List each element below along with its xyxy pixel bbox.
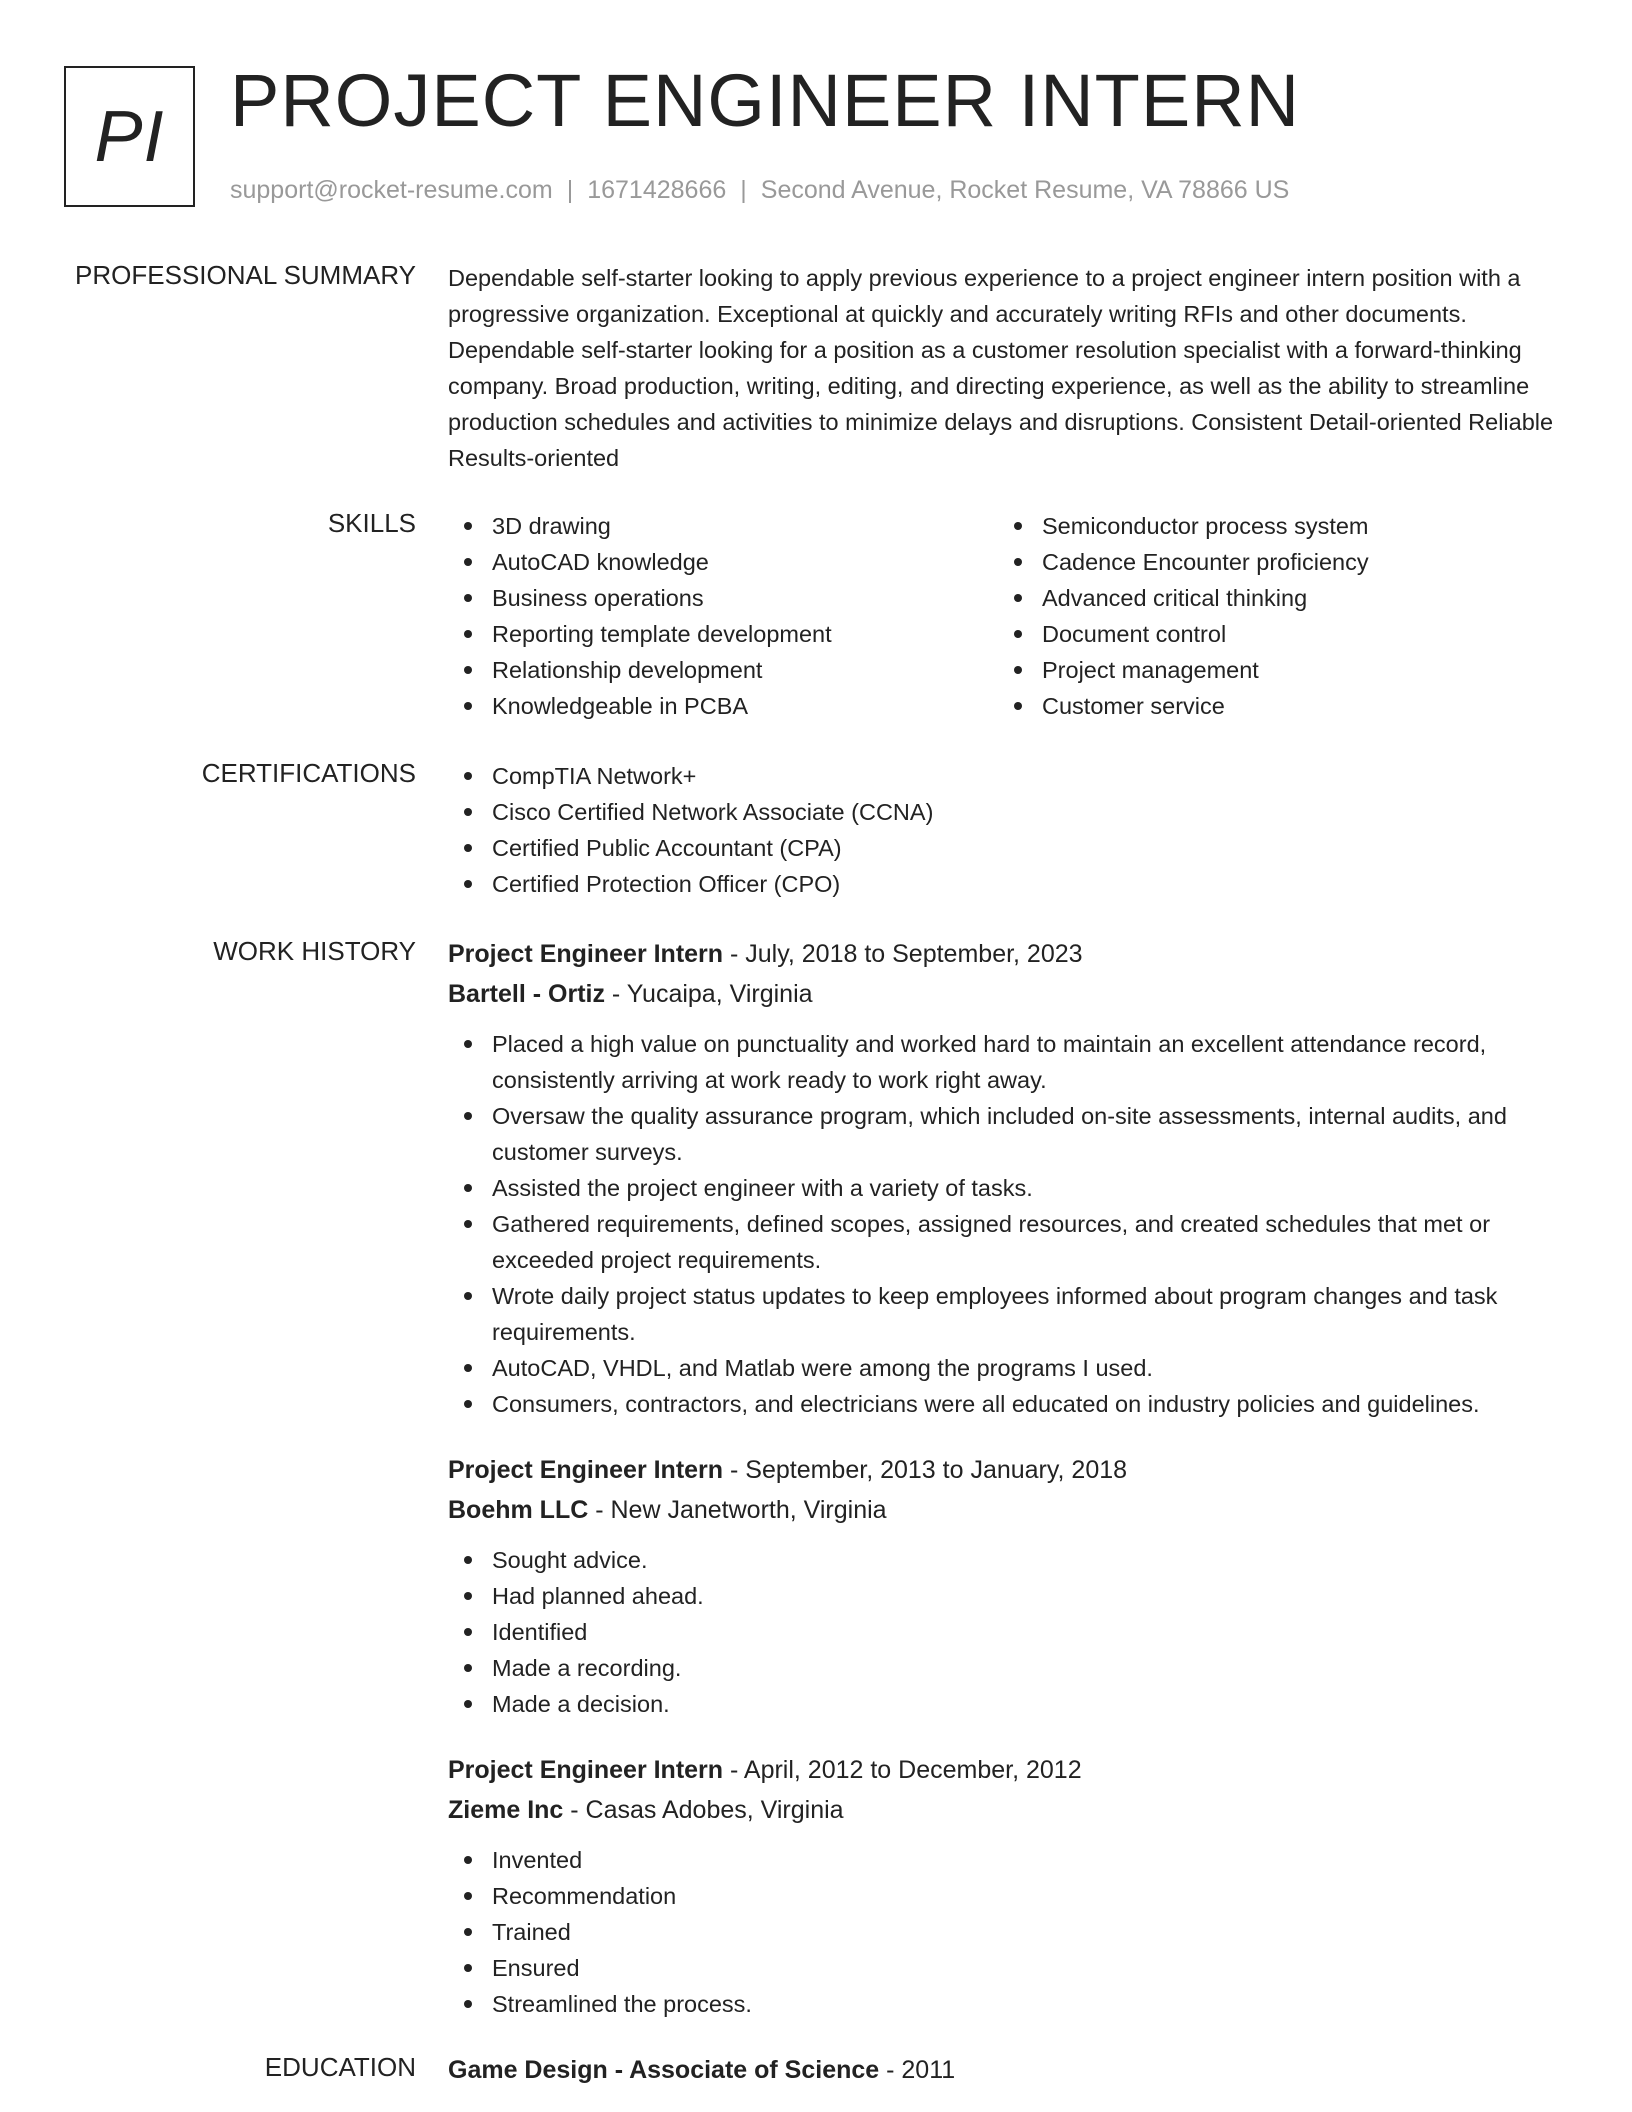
bullet-icon: [464, 1364, 472, 1372]
job-location: - Yucaipa, Virginia: [604, 980, 813, 1008]
job-entry: [448, 1750, 1568, 2022]
section-label-work-history: WORK HISTORY: [213, 936, 416, 966]
bullet-icon: [464, 1400, 472, 1408]
bullet-icon: [464, 1892, 472, 1900]
contact-separator: |: [740, 176, 747, 204]
bullet-icon: [464, 1220, 472, 1228]
job-location: - New Janetworth, Virginia: [588, 1496, 887, 1524]
education-body: [448, 2050, 1568, 2090]
job-title: Project Engineer Intern: [448, 1456, 724, 1484]
bullet-icon: [464, 1592, 472, 1600]
list-item: Relationship development: [448, 652, 998, 688]
list-item: Certified Public Accountant (CPA): [448, 830, 1568, 866]
skills-list-right: [998, 508, 1548, 724]
bullet-icon: [464, 772, 472, 780]
list-item: Business operations: [448, 580, 998, 616]
bullet-icon: [464, 1040, 472, 1048]
list-item: Reporting template development: [448, 616, 998, 652]
list-item: Gathered requirements, defined scopes, assigned resources, and created schedules that met or exceeded project requirements.: [448, 1206, 1568, 1278]
bullet-icon: [464, 844, 472, 852]
summary-text: Dependable self-starter looking to apply previous experience to a project engineer intern position with a progressive organization. Exceptional at quickly and accurately writing RFIs and other documents. Dependable self-starter looking for a position as a customer resolution specialist with a forward-thinking company. Broad production, writing, editing, and directing experience, as well as the ability to streamline production schedules and activities to minimize delays and disruptions. Consistent Detail-oriented Reliable Results-oriented: [448, 265, 1554, 471]
job-entry: [448, 934, 1568, 1422]
list-item: Sought advice.: [448, 1542, 1568, 1578]
job-company-line: [448, 1790, 1568, 1830]
list-item: Identified: [448, 1614, 1568, 1650]
education-line: [448, 2050, 1568, 2090]
bullet-icon: [1014, 558, 1022, 566]
list-item: Wrote daily project status updates to keep employees informed about program changes and task requirements.: [448, 1278, 1568, 1350]
job-company: Bartell - Ortiz: [448, 980, 605, 1008]
list-item: AutoCAD, VHDL, and Matlab were among the programs I used.: [448, 1350, 1568, 1386]
list-item: Cadence Encounter proficiency: [998, 544, 1548, 580]
list-item: Knowledgeable in PCBA: [448, 688, 998, 724]
job-title: Project Engineer Intern: [448, 1756, 724, 1784]
list-item: Certified Protection Officer (CPO): [448, 866, 1568, 902]
bullet-icon: [464, 1964, 472, 1972]
bullet-icon: [464, 630, 472, 638]
education-degree: Game Design - Associate of Science: [448, 2056, 880, 2084]
bullet-icon: [1014, 630, 1022, 638]
bullet-icon: [464, 558, 472, 566]
job-dates: - April, 2012 to December, 2012: [723, 1756, 1082, 1784]
job-company-line: [448, 974, 1568, 1014]
bullet-icon: [464, 1856, 472, 1864]
job-company: Boehm LLC: [448, 1496, 589, 1524]
certifications-list: [448, 758, 1568, 902]
contact-phone[interactable]: 1671428666: [587, 176, 727, 204]
list-item: 3D drawing: [448, 508, 998, 544]
bullet-icon: [464, 1664, 472, 1672]
list-item: Semiconductor process system: [998, 508, 1548, 544]
section-label-education: EDUCATION: [264, 2052, 416, 2082]
job-location: - Casas Adobes, Virginia: [563, 1796, 844, 1824]
skills-columns: [448, 508, 1568, 724]
list-item: CompTIA Network+: [448, 758, 1568, 794]
skills-list-left: [448, 508, 998, 724]
list-item: Oversaw the quality assurance program, which included on-site assessments, internal audits, and customer surveys.: [448, 1098, 1568, 1170]
job-title-line: [448, 1750, 1568, 1790]
list-item: Trained: [448, 1914, 1568, 1950]
list-item: Streamlined the process.: [448, 1986, 1568, 2022]
section-label-skills: SKILLS: [327, 508, 416, 538]
job-bullets: [448, 1542, 1568, 1722]
job-title-line: [448, 1450, 1568, 1490]
bullet-icon: [464, 880, 472, 888]
bullet-icon: [464, 1112, 472, 1120]
job-entry: [448, 1450, 1568, 1722]
bullet-icon: [1014, 666, 1022, 674]
bullet-icon: [464, 1556, 472, 1564]
resume-title: PROJECT ENGINEER INTERN: [230, 59, 1301, 142]
list-item: Customer service: [998, 688, 1548, 724]
bullet-icon: [464, 666, 472, 674]
bullet-icon: [464, 702, 472, 710]
contact-address: Second Avenue, Rocket Resume, VA 78866 US: [760, 176, 1290, 204]
bullet-icon: [464, 1184, 472, 1192]
contact-email[interactable]: support@rocket-resume.com: [230, 176, 553, 204]
list-item: Cisco Certified Network Associate (CCNA): [448, 794, 1568, 830]
list-item: Recommendation: [448, 1878, 1568, 1914]
list-item: Project management: [998, 652, 1548, 688]
bullet-icon: [464, 594, 472, 602]
section-label-summary: PROFESSIONAL SUMMARY: [75, 260, 416, 290]
job-company-line: [448, 1490, 1568, 1530]
education-year: - 2011: [879, 2056, 956, 2084]
list-item: Made a decision.: [448, 1686, 1568, 1722]
contact-separator: |: [566, 176, 574, 204]
list-item: Invented: [448, 1842, 1568, 1878]
bullet-icon: [464, 1628, 472, 1636]
bullet-icon: [464, 522, 472, 530]
bullet-icon: [1014, 594, 1022, 602]
job-dates: - September, 2013 to January, 2018: [723, 1456, 1128, 1484]
job-company: Zieme Inc: [448, 1796, 564, 1824]
bullet-icon: [464, 808, 472, 816]
bullet-icon: [464, 1700, 472, 1708]
job-title: Project Engineer Intern: [448, 940, 724, 968]
list-item: Had planned ahead.: [448, 1578, 1568, 1614]
list-item: Consumers, contractors, and electricians were all educated on industry policies and guidelines.: [448, 1386, 1568, 1422]
list-item: Advanced critical thinking: [998, 580, 1548, 616]
bullet-icon: [464, 1292, 472, 1300]
job-dates: - July, 2018 to September, 2023: [723, 940, 1083, 968]
bullet-icon: [464, 2000, 472, 2008]
list-item: Made a recording.: [448, 1650, 1568, 1686]
list-item: Ensured: [448, 1950, 1568, 1986]
work-history-body: [448, 934, 1568, 2022]
contact-line: [230, 176, 1289, 205]
list-item: Placed a high value on punctuality and worked hard to maintain an excellent attendance record, consistently arriving at work ready to work right away.: [448, 1026, 1568, 1098]
monogram-logo: PI: [64, 66, 195, 207]
job-bullets: [448, 1842, 1568, 2022]
list-item: Assisted the project engineer with a variety of tasks.: [448, 1170, 1568, 1206]
certifications-body: [448, 758, 1568, 902]
job-title-line: [448, 934, 1568, 974]
job-bullets: [448, 1026, 1568, 1422]
section-label-certifications: CERTIFICATIONS: [201, 758, 416, 788]
list-item: AutoCAD knowledge: [448, 544, 998, 580]
bullet-icon: [464, 1928, 472, 1936]
bullet-icon: [1014, 522, 1022, 530]
list-item: Document control: [998, 616, 1548, 652]
bullet-icon: [1014, 702, 1022, 710]
